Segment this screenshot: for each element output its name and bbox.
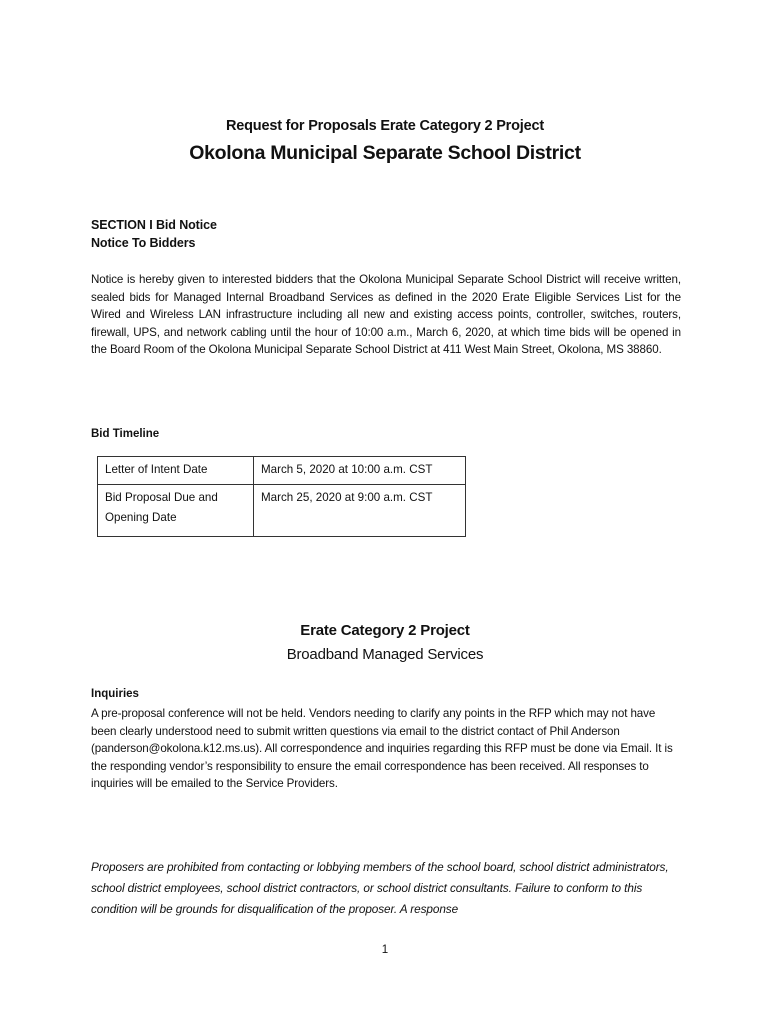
notice-paragraph: Notice is hereby given to interested bidders that the Okolona Municipal Separate School District will receive written, sealed bids for Managed Internal Broadband Services as defined in the 2020 Erate Eligible Services List for the Wired and Wireless LAN infrastructure including all new and existing access points, controller, switches, routers, firewall, UPS, and network cabling until the hour of 10:00 a.m., March 6, 2020, at which time bids will be opened in the Board Room of the Okolona Municipal Separate School District at 411 West Main Street, Okolona, MS 38860. [91, 273, 681, 357]
project-title: Erate Category 2 Project [300, 622, 470, 639]
timeline-event-cell: Bid Proposal Due and Opening Date [98, 485, 254, 537]
project-subtitle: Broadband Managed Services [286, 646, 484, 663]
bid-timeline-table [97, 456, 466, 537]
document-subtitle: Request for Proposals Erate Category 2 Project [226, 118, 544, 134]
document-title: Okolona Municipal Separate School District [189, 142, 581, 164]
section-heading: SECTION I Bid Notice [91, 218, 217, 232]
section-subheading: Notice To Bidders [91, 236, 196, 250]
table-row [98, 457, 466, 485]
timeline-label: Bid Timeline [91, 428, 160, 440]
proposers-paragraph: Proposers are prohibited from contacting or lobbying members of the school board, school district administrators, school district employees, school district contractors, or school district consultants. Failure to conform to this condition will be grounds for disqualification of the proposer. A response [91, 860, 669, 916]
inquiries-heading: Inquiries [91, 688, 139, 700]
timeline-event-cell: Letter of Intent Date [98, 457, 254, 485]
table-row [98, 485, 466, 537]
page-number: 1 [381, 944, 389, 956]
inquiries-paragraph: A pre-proposal conference will not be held. Vendors needing to clarify any points in the RFP which may not have been clearly understood need to submit written questions via email to the district contact of Phil Anderson (panderson@okolona.k12.ms.us). All correspondence and inquiries regarding this RFP must be done via Email. It is the responding vendor’s responsibility to ensure the email correspondence has been received. All responses to inquiries will be emailed to the Service Providers. [91, 707, 673, 791]
timeline-date-cell: March 25, 2020 at 9:00 a.m. CST [254, 485, 466, 537]
timeline-date-cell: March 5, 2020 at 10:00 a.m. CST [254, 457, 466, 485]
